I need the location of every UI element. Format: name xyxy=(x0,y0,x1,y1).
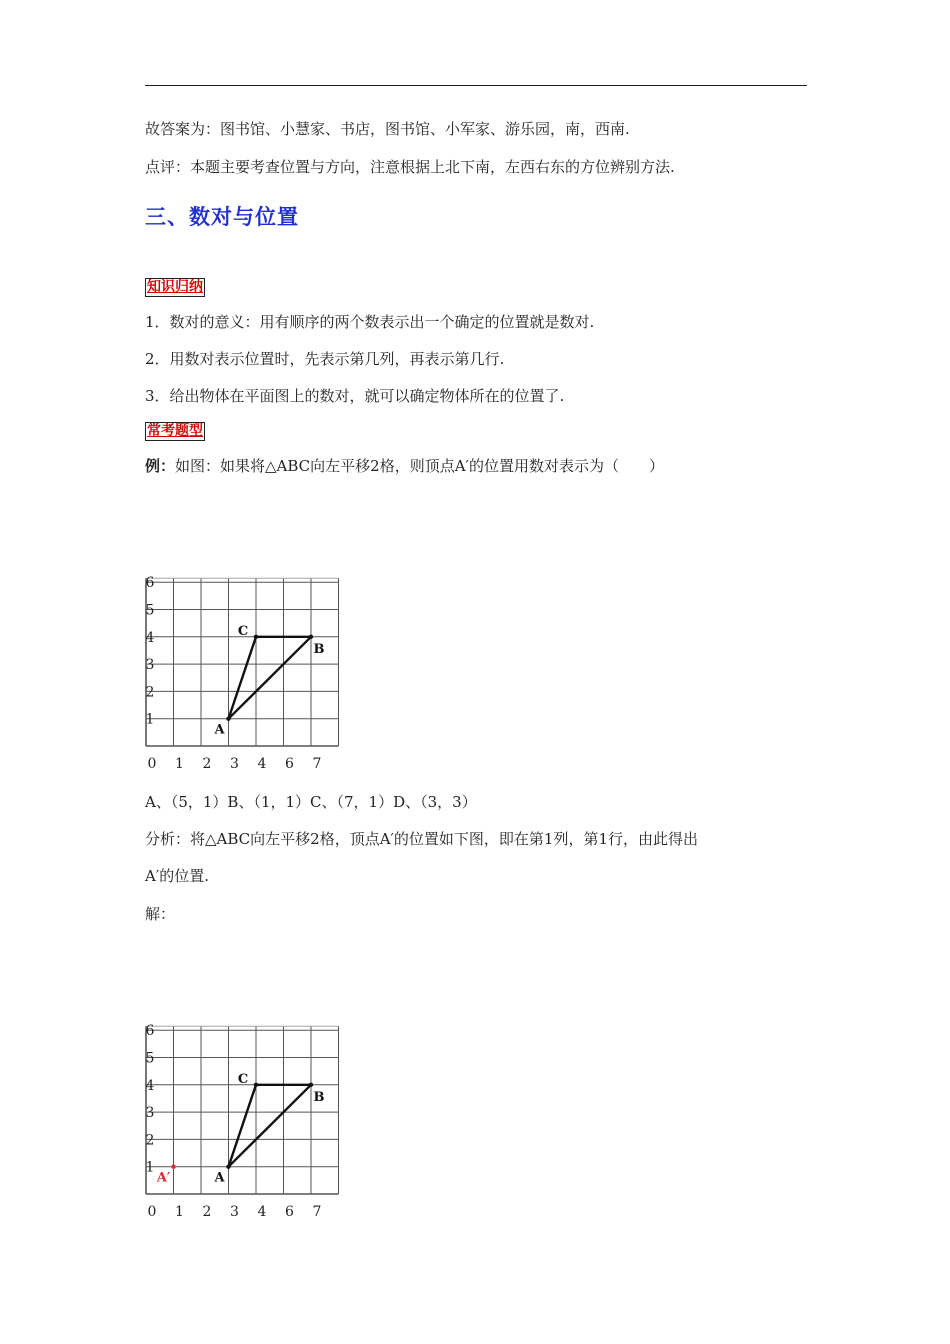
vertex-a-point xyxy=(226,717,230,721)
x-tick-label: 2 xyxy=(202,756,212,772)
x-tick-label: 3 xyxy=(230,1204,239,1220)
y-tick-label: 6 xyxy=(145,575,155,592)
vertex-b-point xyxy=(309,635,313,639)
y-tick-label: 4 xyxy=(145,629,155,646)
y-tick-label: 1 xyxy=(145,711,155,728)
coordinate-grid-1 xyxy=(140,570,365,775)
knowledge-item-1: 1．数对的意义：用有顺序的两个数表示出一个确定的位置就是数对. xyxy=(145,313,595,331)
y-tick-label: 5 xyxy=(145,1050,155,1067)
coordinate-grid-2 xyxy=(140,1018,365,1223)
x-tick-label: 7 xyxy=(312,756,322,772)
vertex-a-label: A xyxy=(214,722,225,738)
y-tick-label: 3 xyxy=(145,657,155,674)
vertex-c-label: C xyxy=(237,1071,249,1087)
y-tick-label: 4 xyxy=(145,1077,155,1094)
x-tick-label: 7 xyxy=(312,1204,322,1220)
x-tick-label: 0 xyxy=(147,1204,157,1220)
vertex-b-point xyxy=(309,1083,313,1087)
vertex-c-point xyxy=(254,1083,258,1087)
triangle-abc xyxy=(229,1085,312,1167)
example-label: 例： xyxy=(145,457,176,475)
vertex-a-prime-label: A′ xyxy=(156,1170,171,1186)
y-tick-label: 6 xyxy=(145,1023,155,1040)
vertex-a-point xyxy=(226,1165,230,1169)
y-tick-label: 3 xyxy=(145,1105,155,1122)
x-tick-label: 6 xyxy=(285,756,294,772)
solution-label: 解： xyxy=(145,905,176,923)
exam-tag: 常考题型 xyxy=(147,423,203,439)
y-tick-label: 2 xyxy=(145,1132,155,1149)
vertex-a-prime-point xyxy=(171,1165,175,1169)
knowledge-item-2: 2．用数对表示位置时，先表示第几列，再表示第几行. xyxy=(145,350,505,368)
triangle-abc xyxy=(229,637,312,719)
y-tick-label: 1 xyxy=(145,1159,155,1176)
vertex-b-label: B xyxy=(313,641,325,657)
vertex-b-label: B xyxy=(313,1089,325,1105)
vertex-a-label: A xyxy=(214,1170,225,1186)
header-rule xyxy=(145,85,807,86)
answer-line: 故答案为：图书馆、小慧家、书店，图书馆、小军家、游乐园，南，西南. xyxy=(145,120,630,138)
x-tick-label: 6 xyxy=(285,1204,294,1220)
review-line: 点评：本题主要考查位置与方向，注意根据上北下南，左西右东的方位辨别方法. xyxy=(145,158,675,176)
x-tick-label: 4 xyxy=(257,1204,267,1220)
knowledge-tag: 知识归纳 xyxy=(147,279,203,295)
x-tick-label: 4 xyxy=(257,756,267,772)
knowledge-item-3: 3．给出物体在平面图上的数对，就可以确定物体所在的位置了. xyxy=(145,387,565,405)
y-tick-label: 2 xyxy=(145,684,155,701)
example-question: 如图：如果将△ABC向左平移2格，则顶点A′的位置用数对表示为（ ） xyxy=(175,457,664,475)
example-options: A、（5，1）B、（1，1）C、（7，1）D、（3，3） xyxy=(145,793,477,811)
x-tick-label: 2 xyxy=(202,1204,212,1220)
y-tick-label: 5 xyxy=(145,602,155,619)
x-tick-label: 1 xyxy=(175,756,184,772)
section-title: 三、数对与位置 xyxy=(145,205,299,229)
x-tick-label: 3 xyxy=(230,756,239,772)
vertex-c-point xyxy=(254,635,258,639)
x-tick-label: 0 xyxy=(147,756,157,772)
x-tick-label: 1 xyxy=(175,1204,184,1220)
vertex-c-label: C xyxy=(237,623,249,639)
analysis-line-1: 分析：将△ABC向左平移2格，顶点A′的位置如下图，即在第1列，第1行，由此得出 xyxy=(145,830,699,848)
example-question-line xyxy=(145,456,664,476)
analysis-line-2: A′的位置. xyxy=(145,867,210,885)
